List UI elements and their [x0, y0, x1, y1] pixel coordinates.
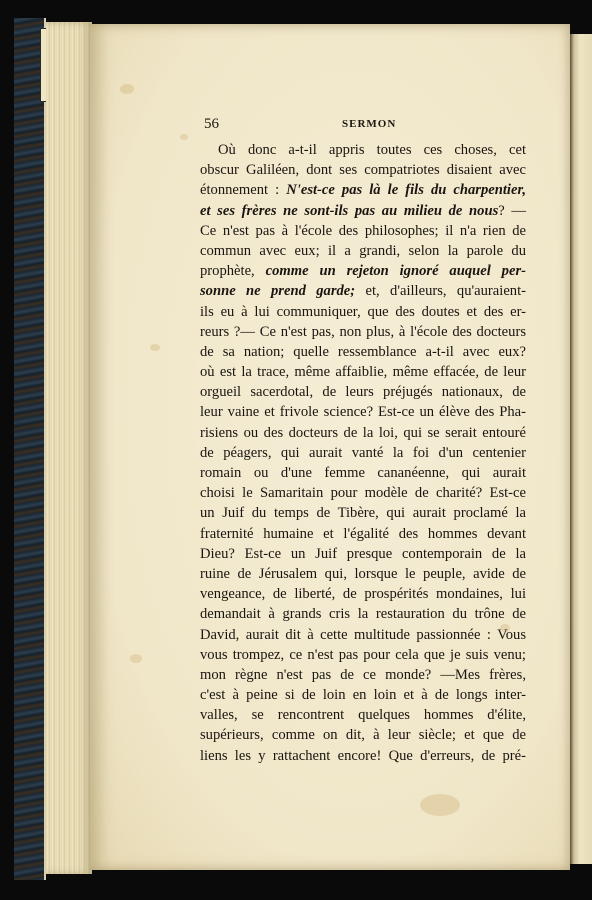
text-line: vous trompez, ce n'est pas pour cela que je suis venu;: [200, 646, 526, 663]
foxing-spot: [130, 654, 142, 663]
italic-quote: N'est-ce pas là le fils du charpentier,: [286, 182, 526, 199]
foxing-spot: [120, 84, 134, 94]
text-line: fraternité humaine et l'égalité des hommes devant: [200, 525, 526, 542]
text-line: [200, 180, 526, 200]
text-line: Ce n'est pas à l'école des philosophes; il n'a rien de: [200, 222, 526, 239]
text-line: risiens ou des docteurs de la loi, qui se serait entouré: [200, 424, 526, 441]
body-text: [200, 140, 526, 766]
text-line: mon règne n'est pas de ce monde? —Mes frères,: [200, 666, 526, 683]
text-line: [200, 261, 526, 281]
page-header: [204, 116, 526, 136]
text-line: [200, 201, 526, 221]
text-line: de sa nation; quelle ressemblance a-t-il avec eux?: [200, 343, 526, 360]
text-line: un Juif du temps de Tibère, qui aurait proclamé la: [200, 505, 526, 522]
text-line: où est la trace, même affaiblie, même effacée, de leur: [200, 364, 526, 381]
text-line: supérieurs, comme on dit, à leur siècle; et que de: [200, 727, 526, 744]
italic-quote: comme un rejeton ignoré auquel per-: [265, 263, 526, 280]
text-line: de péagers, qui aurait vanté la foi d'un centenier: [200, 444, 526, 461]
foxing-spot: [420, 794, 460, 816]
page-number: 56: [204, 116, 219, 132]
running-head: SERMON: [342, 118, 397, 130]
italic-quote: et ses frères ne sont-ils pas au milieu de nous: [200, 202, 499, 219]
text-line: leur vaine et frivole science? Est-ce un élève des Pha-: [200, 404, 526, 421]
text-line: [200, 281, 526, 301]
text-line: liens les y rattachent encore! Que d'erreurs, de pré-: [200, 747, 526, 764]
text-line: valles, se rencontrent quelques hommes d'élite,: [200, 707, 526, 724]
text-line: ruine de Jérusalem qui, lorsque le peuple, avide de: [200, 565, 526, 582]
text-line: orgueil sacerdotal, de leurs préjugés nationaux, de: [200, 384, 526, 401]
text-line: ils eu à lui communiquer, que des doutes et des er-: [200, 303, 526, 320]
page-edges: [46, 22, 92, 874]
text-line: vengeance, de liberté, de prospérités mondaines, lui: [200, 586, 526, 603]
text-line: c'est à peine si de loin en loin et à de longs inter-: [200, 687, 526, 704]
text-line: reurs ?— Ce n'est pas, non plus, à l'école des docteurs: [200, 323, 526, 340]
facing-page-edge: [570, 34, 592, 864]
text-line: commun avec eux; il a grandi, selon la parole du: [200, 242, 526, 259]
foxing-spot: [150, 344, 160, 351]
text-run: prophète,: [200, 263, 266, 280]
text-run: et, d'ailleurs, qu'auraient-: [355, 283, 527, 300]
text-line: choisi le Samaritain pour modèle de charité? Est-ce: [200, 485, 526, 502]
foxing-spot: [180, 134, 188, 140]
book-cover-board: [14, 18, 46, 880]
text-line: Dieu? Est-ce un Juif presque contemporain de la: [200, 545, 526, 562]
text-run: étonnement :: [200, 182, 287, 199]
text-line: obscur Galiléen, dont ses compatriotes disaient avec: [200, 162, 526, 179]
text-line: demandait à grands cris la restauration du trône de: [200, 606, 526, 623]
text-line: Où donc a-t-il appris toutes ces choses, cet: [218, 142, 526, 158]
text-line: David, aurait dit à cette multitude passionnée : Vous: [200, 626, 526, 643]
text-run: ? —: [498, 202, 526, 219]
text-line: romain ou d'une femme cananéenne, qui aurait: [200, 465, 526, 481]
italic-quote: sonne ne prend garde;: [200, 283, 356, 300]
